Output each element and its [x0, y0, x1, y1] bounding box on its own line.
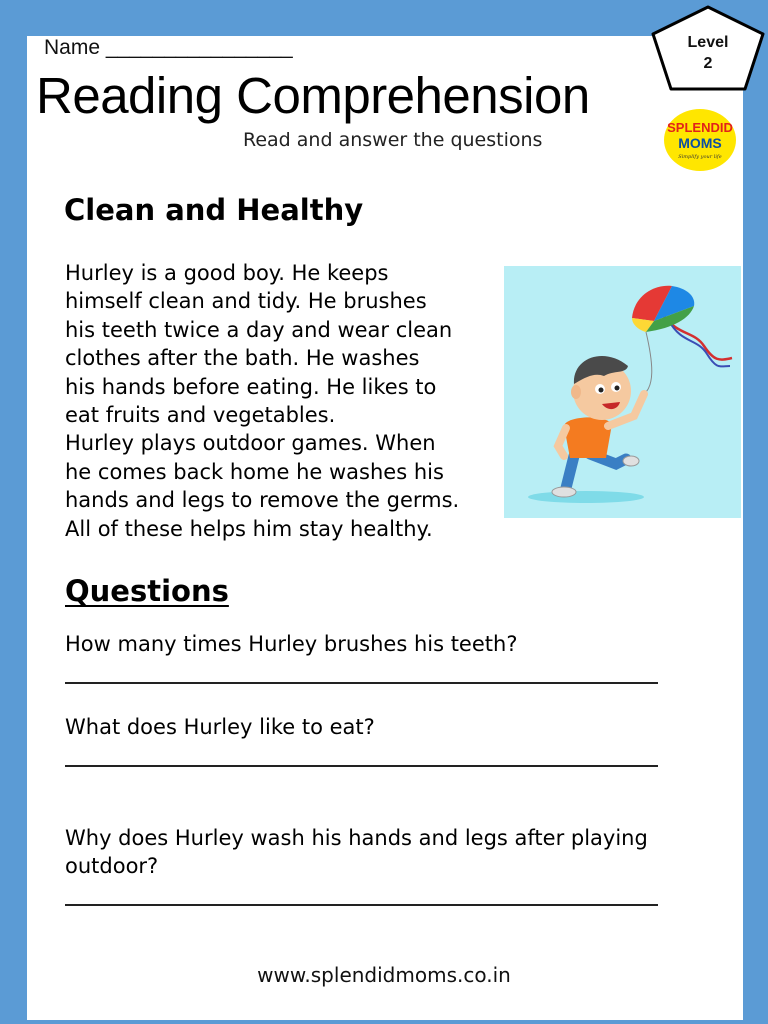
answer-line-1[interactable] [65, 682, 658, 684]
level-value: 2 [703, 55, 713, 72]
answer-line-3[interactable] [65, 904, 658, 906]
splendid-moms-logo [660, 106, 740, 172]
passage-line: Hurley plays outdoor games. When [65, 431, 436, 456]
boy-flying-kite-illustration [504, 266, 741, 518]
passage-line: he comes back home he washes his [65, 459, 444, 484]
passage-line: hands and legs to remove the germs. [65, 488, 460, 513]
name-field-label: Name ________________ [44, 36, 293, 59]
passage-line: eat fruits and vegetables. [65, 403, 336, 428]
passage-line: his hands before eating. He likes to [65, 374, 437, 399]
level-label: Level [687, 34, 729, 51]
answer-line-2[interactable] [65, 765, 658, 767]
level-badge [650, 32, 766, 74]
passage-text [65, 259, 505, 543]
question-2: What does Hurley like to eat? [65, 715, 375, 739]
passage-heading: Clean and Healthy [64, 193, 364, 227]
svg-text:SPLENDID: SPLENDID [667, 120, 733, 135]
svg-text:Simplify your life: Simplify your life [678, 154, 722, 160]
svg-text:MOMS: MOMS [678, 135, 722, 151]
passage-line: his teeth twice a day and wear clean [65, 317, 453, 342]
page-subtitle: Read and answer the questions [243, 129, 543, 151]
passage-line: himself clean and tidy. He brushes [65, 289, 427, 314]
question-1: How many times Hurley brushes his teeth? [65, 632, 518, 656]
questions-heading: Questions [65, 574, 229, 608]
page-title: Reading Comprehension [36, 67, 590, 124]
passage-line: clothes after the bath. He washes [65, 346, 420, 371]
footer-website-url[interactable]: www.splendidmoms.co.in [257, 963, 511, 987]
passage-line: Hurley is a good boy. He keeps [65, 261, 389, 285]
passage-line: All of these helps him stay healthy. [65, 516, 433, 541]
question-3: Why does Hurley wash his hands and legs after playing outdoor? [65, 826, 648, 879]
